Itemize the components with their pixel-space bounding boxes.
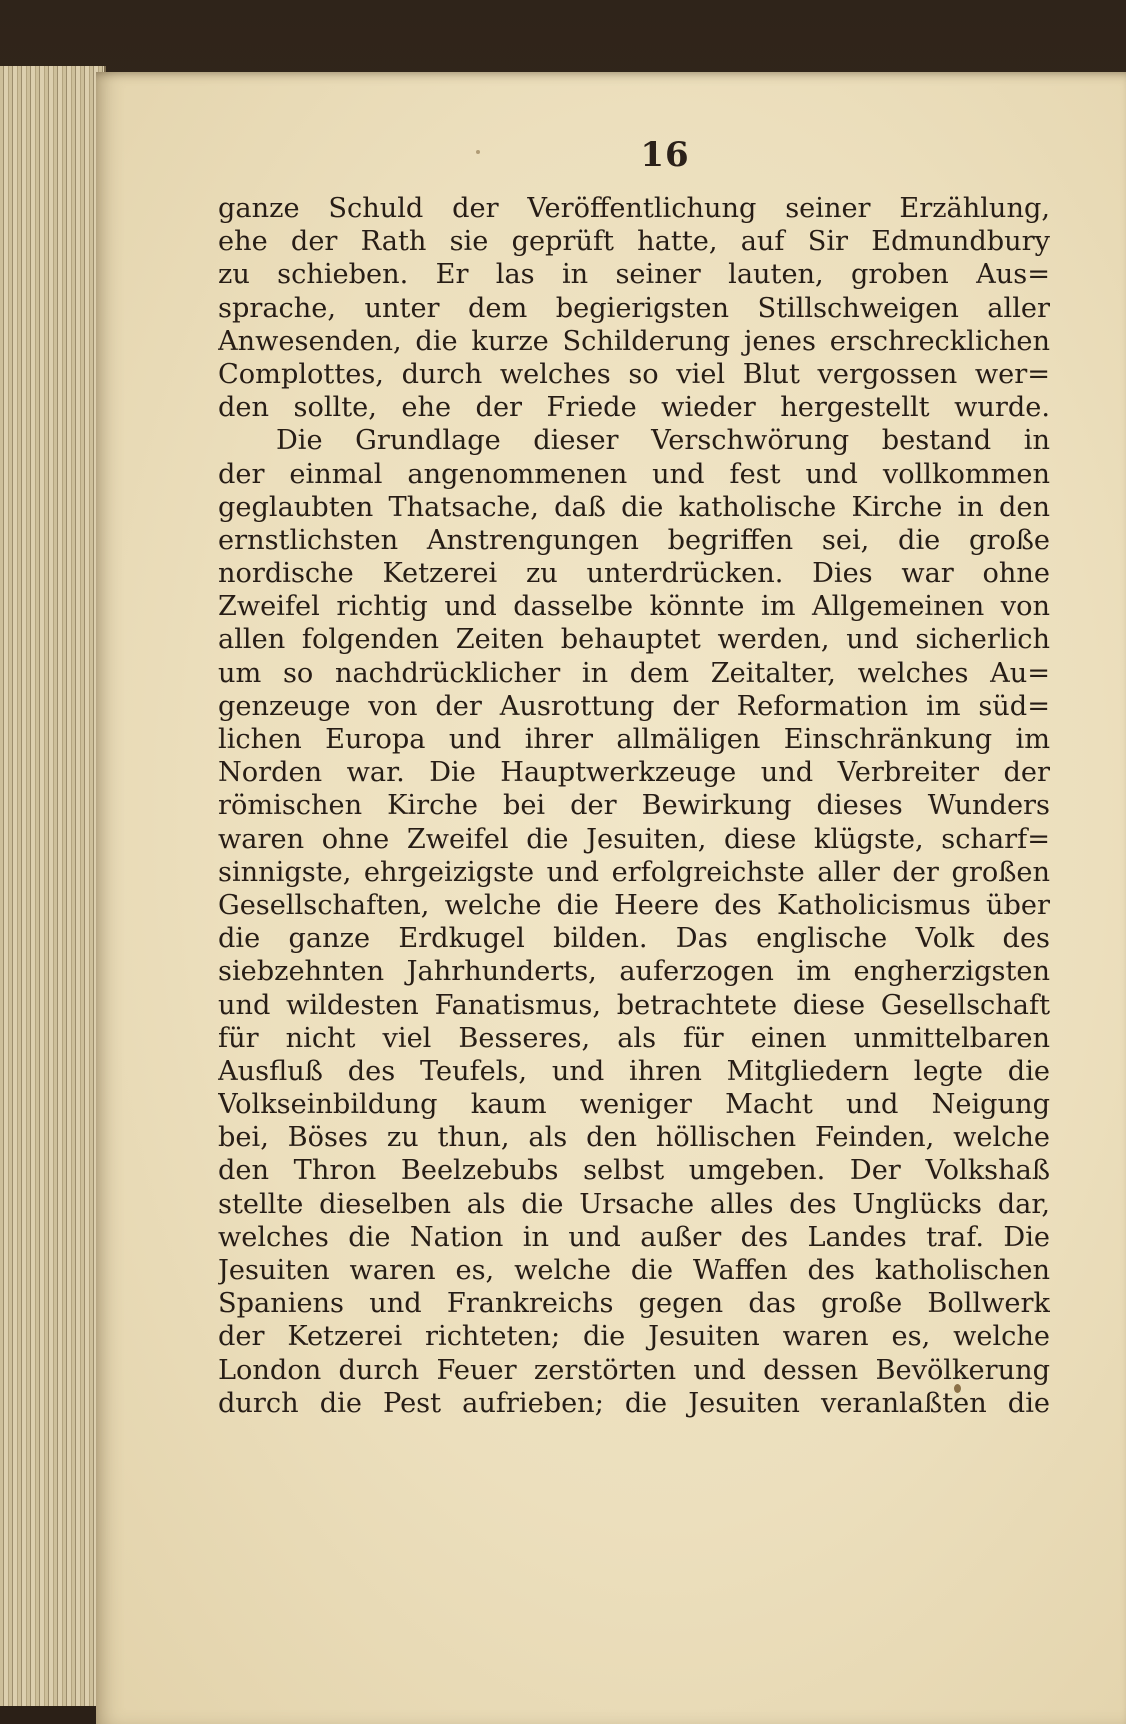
text-line: nordische Ketzerei zu unterdrücken. Dies war ohne	[218, 558, 1050, 590]
text-line: stellte dieselben als die Ursache alles des Unglücks dar,	[218, 1188, 1050, 1220]
text-line: und wildesten Fanatismus, betrachtete diese Gesellschaft	[218, 989, 1050, 1021]
text-line: die ganze Erdkugel bilden. Das englische Volk des	[218, 923, 1050, 955]
text-line: zu schieben. Er las in seiner lauten, groben Aus=	[218, 259, 1050, 291]
text-line: Complottes, durch welches so viel Blut vergossen wer=	[218, 358, 1050, 390]
text-line: der einmal angenommenen und fest und vollkommen	[218, 458, 1050, 490]
text-line: um so nachdrücklicher in dem Zeitalter, welches Au=	[218, 657, 1050, 689]
text-line: allen folgenden Zeiten behauptet werden, und sicherlich	[218, 624, 1050, 656]
text-line: Die Grundlage dieser Verschwörung bestand in	[276, 425, 1050, 457]
text-line: Volkseinbildung kaum weniger Macht und Neigung	[218, 1089, 1050, 1121]
text-line: genzeuge von der Ausrottung der Reformation im süd=	[218, 690, 1050, 722]
text-line: bei, Böses zu thun, als den höllischen Feinden, welche	[218, 1122, 1050, 1154]
page-edges	[0, 66, 106, 1706]
text-line: ernstlichsten Anstrengungen begriffen sei, die große	[218, 524, 1050, 556]
text-line: geglaubten Thatsache, daß die katholische Kirche in den	[218, 491, 1050, 523]
text-line: ehe der Rath sie geprüft hatte, auf Sir Edmundbury	[218, 226, 1050, 258]
text-line: London durch Feuer zerstörten und dessen Bevölkerung	[218, 1354, 1050, 1386]
text-line: welches die Nation in und außer des Landes traf. Die	[218, 1221, 1050, 1253]
text-line: Gesellschaften, welche die Heere des Katholicismus über	[218, 889, 1050, 921]
text-line: lichen Europa und ihrer allmäligen Einschränkung im	[218, 724, 1050, 755]
text-line: Zweifel richtig und dasselbe könnte im Allgemeinen von	[218, 591, 1050, 623]
text-line: der Ketzerei richteten; die Jesuiten waren es, welche	[218, 1321, 1050, 1353]
text-line: Jesuiten waren es, welche die Waffen des katholischen	[218, 1255, 1050, 1286]
paper-speck	[476, 150, 480, 154]
text-line: Anwesenden, die kurze Schilderung jenes erschrecklichen	[218, 325, 1050, 357]
text-line: ganze Schuld der Veröffentlichung seiner Erzählung,	[218, 193, 1050, 224]
text-line: für nicht viel Besseres, als für einen unmittelbaren	[218, 1022, 1050, 1054]
body-text	[218, 192, 1050, 1420]
text-line: sprache, unter dem begierigsten Stillschweigen aller	[218, 292, 1050, 324]
text-line: siebzehnten Jahrhunderts, auferzogen im engherzigsten	[218, 956, 1050, 988]
text-line: den Thron Beelzebubs selbst umgeben. Der Volkshaß	[218, 1155, 1050, 1187]
text-line: Ausfluß des Teufels, und ihren Mitgliedern legte die	[218, 1055, 1050, 1087]
text-line: durch die Pest aufrieben; die Jesuiten veranlaßten die	[218, 1387, 1050, 1419]
text-line: sinnigste, ehrgeizigste und erfolgreichste aller der großen	[218, 856, 1050, 888]
text-line: waren ohne Zweifel die Jesuiten, diese klügste, scharf=	[218, 823, 1050, 855]
text-line: Spaniens und Frankreichs gegen das große Bollwerk	[218, 1288, 1050, 1320]
text-line: Norden war. Die Hauptwerkzeuge und Verbreiter der	[218, 757, 1050, 789]
text-line: den sollte, ehe der Friede wieder hergestellt wurde.	[218, 392, 1050, 424]
text-line: römischen Kirche bei der Bewirkung dieses Wunders	[218, 790, 1050, 822]
page-number: 16	[640, 135, 690, 175]
